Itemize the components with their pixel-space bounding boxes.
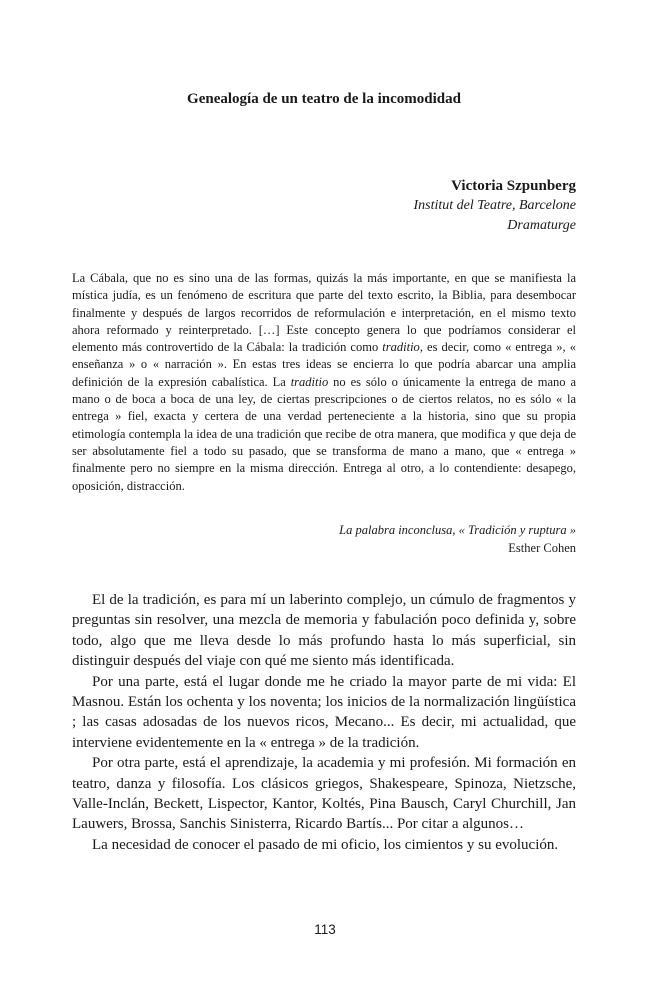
body-paragraph: La necesidad de conocer el pasado de mi oficio, los cimientos y su evolución. <box>92 836 559 853</box>
author-institution: Institut del Teatre, Barcelone <box>413 198 576 213</box>
epigraph-source-author: Esther Cohen <box>508 540 576 555</box>
epigraph-source-title: La palabra inconclusa, « Tradición y ruptura » <box>339 523 576 537</box>
body-paragraph: El de la tradición, es para mí un laberinto complejo, un cúmulo de fragmentos y preguntas sin resolver, una mezcla de memoria y fabulación poco definida y, sobre todo, algo que me lleva desde lo más profundo hasta lo más superficial, sin distinguir después del viaje con qué me siento más identificada. <box>72 592 576 670</box>
body-text <box>72 590 576 855</box>
epigraph-text-2: , es decir, como « entrega », « enseñanza » o « narración ». En estas tres ideas se encierra lo que podría abarcar una amplia definición de la expresión cabalística. La <box>72 340 576 389</box>
epigraph-text-3: no es sólo o únicamente la entrega de mano a mano o de boca a boca de una ley, de ciertas prescripciones o de ciertos relatos, no es sólo « la entrega » fiel, exacta y certera de una verdad perteneciente a la historia, sino que su propia etimología contempla la idea de una tradición que recibe de otra manera, que modifica y que deja de ser absolutamente fiel a todo su pasado, que se transforma de mano a mano, que « entrega » finalmente pero no siempre en la misma dirección. Entrega al otro, a lo contendiente: desapego, oposición, distracción. <box>72 374 576 493</box>
author-role: Dramaturge <box>507 218 576 233</box>
chapter-title: Genealogía de un teatro de la incomodidad <box>187 91 461 107</box>
page-number: 113 <box>314 922 336 937</box>
epigraph-term-traditio-2: traditio <box>290 374 329 389</box>
body-paragraph: Por una parte, está el lugar donde me he criado la mayor parte de mi vida: El Masnou. Están los ochenta y los noventa; los inicios de la normalización lingüística ; las casas adosadas de los nuevos ricos, Mecano... Es decir, mi actualidad, que interviene evidentemente en la « entrega » de la tradición. <box>72 673 576 751</box>
epigraph-quote <box>72 270 576 495</box>
author-name: Victoria Szpunberg <box>451 178 576 194</box>
epigraph-term-traditio-1: traditio <box>382 340 420 355</box>
epigraph-source <box>72 522 576 557</box>
body-paragraph: Por otra parte, está el aprendizaje, la academia y mi profesión. Mi formación en teatro, danza y filosofía. Los clásicos griegos, Shakespeare, Spinoza, Nietzsche, Valle-Inclán, Beckett, Lispector, Kantor, Koltés, Pina Bausch, Caryl Churchill, Jan Lauwers, Brossa, Sanchis Sinisterra, Ricardo Bartís... Por citar a algunos… <box>72 755 576 833</box>
epigraph-text-1: La Cábala, que no es sino una de las formas, quizás la más importante, en que se manifiesta la mística judía, es un fenómeno de escritura que parte del texto escrito, la Biblia, para desembocar finalmente y después de largos recorridos de reformulación e interpretación, en el mismo texto ahora reformado y reinterpretado. […] Este concepto genera lo que podríamos considerar el elemento más controvertido de la Cábala: la tradición como <box>72 271 576 355</box>
author-block <box>72 176 576 236</box>
